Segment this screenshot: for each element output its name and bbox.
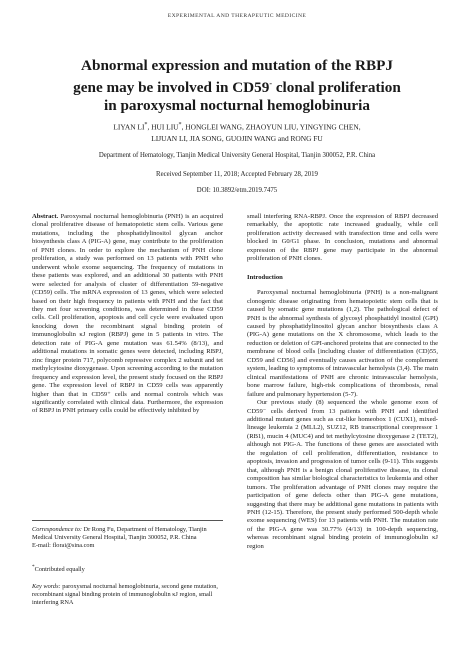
keywords-label: Key words: — [32, 583, 61, 590]
abstract-label: Abstract. — [32, 213, 59, 220]
correspondence-text: Dr Rong Fu, Department of Hematology, Tianjin Medical University General Hospital, Tianjin 300052, P.R. China — [32, 526, 207, 542]
author-rest: , HONGLEI WANG, ZHAOYUN LIU, YINGYING CHEN, — [181, 122, 361, 132]
footnote-divider — [32, 520, 223, 521]
title-line-2 — [50, 75, 424, 97]
author-line-2: LIJUAN LI, JIA SONG, GUOJIN WANG and RONG FU — [151, 134, 323, 144]
abstract-text: Paroxysmal nocturnal hemoglobinuria (PNH) is an acquired clonal proliferative disease of hematopoietic stem cells. Various gene mutations, including the phosphatidylinositol glycan anchor biosynthesis class A (PIG-A) gene, may contribute to the proliferation of PNH clones. In order to explore the mechanism of PNH clone proliferation, a study was performed on 13 patients with PNH who underwent whole exome sequencing. The frequency of mutations in these patients was explored, and an additional 30 patients with PNH were selected for analysis of cluster of differentiation 59-negative (CD59) cells. The mRNA expression of 13 genes, which were selected based on their high frequency in patients with PNH and the fact that they met four screening conditions, was determined in these CD59 cells. Cell proliferation, apoptosis and cell cycle were evaluated upon knocking down the recombinant signal binding protein of immunoglobulin κJ region (RBPJ) gene in 5 patients in vitro. The detection rate of PIG-A gene mutation was 61.54% (8/13), and additional mutations in somatic genes were detected, including RBPJ, zinc finger protein 717, polycomb repressive complex 2 subunit and tet methylcytosine dioxygenase. Upon screening according to the mutation frequency and expression level, the present study focused on the RBPJ gene. The expression level of RBPJ in CD59 cells was apparently higher than that in CD59⁺ cells and normal controls which was significantly correlated with clinical data. Furthermore, the expression of RBPJ in PNH primary cells could be effectively inhibited by — [32, 213, 223, 415]
right-column — [247, 213, 438, 551]
keywords-text: paroxysmal nocturnal hemoglobinuria, second gene mutation, recombinant signal binding protein of immunoglobulin κJ region, small interfering RNA — [32, 583, 219, 607]
title-line-2b: clonal proliferation — [275, 79, 401, 97]
equal-contrib-mark-2: * — [178, 122, 182, 128]
doi: DOI: 10.3892/etm.2019.7475 — [196, 187, 278, 194]
abstract-continued: small interfering RNA-RBPJ. Once the expression of RBPJ decreased remarkably, the apoptotic rate increased gradually, while cell proliferation activity decreased with transfection time and cells were blocked in G0/G1 phase. In conclusion, mutations and abnormal expression of the RBPJ gene may participate in the abnormal proliferation of PNH clones. — [247, 213, 438, 263]
left-column — [32, 213, 223, 416]
contributed-text: Contributed equally — [34, 566, 85, 574]
intro-paragraph-2: Our previous study (8) sequenced the whole genome exon of CD59⁻ cells derived from 13 patients with PNH and identified additional mutant genes such as cut-like homeobox 1 (CUX1), mixed-lineage leukemia 2 (MLL2), SUZ12, RB transcriptional corepressor 1 (RB1), mucin 4 (MUC4) and tet methylcytosine dioxygenase 2 (TET2), although not PIG-A. The functions of these genes are associated with the regulation of cell proliferation, differentiation, resistance to apoptosis, invasion and progression of tumor cells (9-11). This suggests that, although PNH is a benign clonal proliferative disease, its clonal composition has similar biological characteristics to leukemia and other tumors. The proliferation advantage of PNH clones may require the participation of gene defects other than PIG-A gene mutations, suggesting that there may be additional gene mutations in patients with PNH (12-15). Therefore, the present study performed 500-depth whole exome sequencing (WES) for 13 patients with PNH. The mutation rate of the PIG-A gene was 30.77% (4/13) in 100-depth sequencing, whereas recombinant signal binding protein of immunoglobulin κJ region — [247, 399, 438, 550]
author-liu: , HUI LIU — [147, 122, 179, 132]
author-li: LIYAN LI — [113, 122, 145, 132]
article-title — [50, 57, 424, 115]
author-line-1 — [60, 119, 414, 133]
journal-header: EXPERIMENTAL AND THERAPEUTIC MEDICINE — [167, 13, 307, 19]
introduction-heading: Introduction — [247, 273, 283, 281]
intro-paragraph-1: Paroxysmal nocturnal hemoglobinuria (PNH) is a non-malignant clonogenic disease originating from hematopoietic stem cells that is caused by somatic gene mutations (1,2). The pathological defect of PNH is the abnormal synthesis of glycosyl phosphatidyl inositol (GPI) caused by phosphatidylinositol glycan anchor biosynthesis class A (PIG-A) gene mutations on the X chromosome, which leads to the reduction or deletion of GPI-anchored proteins that are connected to the membrane of blood cells [including cluster of differentiation (CD)55, CD59 and CD56] and eventually causes activation of the complement system, leading to symptoms of intravascular hemolysis (3,4). The main clinical manifestations of PNH are chronic intravascular hemolysis, bone marrow failure, high-risk complications of thrombosis, renal failure and pulmonary hypertension (5-7). — [247, 289, 438, 398]
contributed-mark: * — [32, 564, 35, 570]
correspondence — [32, 526, 223, 550]
correspondence-label: Correspondence to: — [32, 526, 82, 533]
keywords — [32, 583, 223, 607]
equal-contrib-mark: * — [144, 122, 148, 128]
received-accepted-dates: Received September 11, 2018; Accepted February 28, 2019 — [156, 171, 318, 178]
title-line-3: in paroxysmal nocturnal hemoglobinuria — [104, 97, 370, 115]
contributed-equally — [32, 563, 223, 574]
correspondence-email: E-mail: florai@sina.com — [32, 542, 95, 550]
title-superscript: - — [269, 79, 273, 88]
abstract — [32, 213, 223, 416]
affiliation: Department of Hematology, Tianjin Medical University General Hospital, Tianjin 300052, P.R. China — [98, 152, 376, 159]
title-line-2a: gene may be involved in CD59 — [73, 79, 270, 97]
author-list — [60, 119, 414, 145]
title-line-1: Abnormal expression and mutation of the RBPJ — [81, 57, 393, 74]
